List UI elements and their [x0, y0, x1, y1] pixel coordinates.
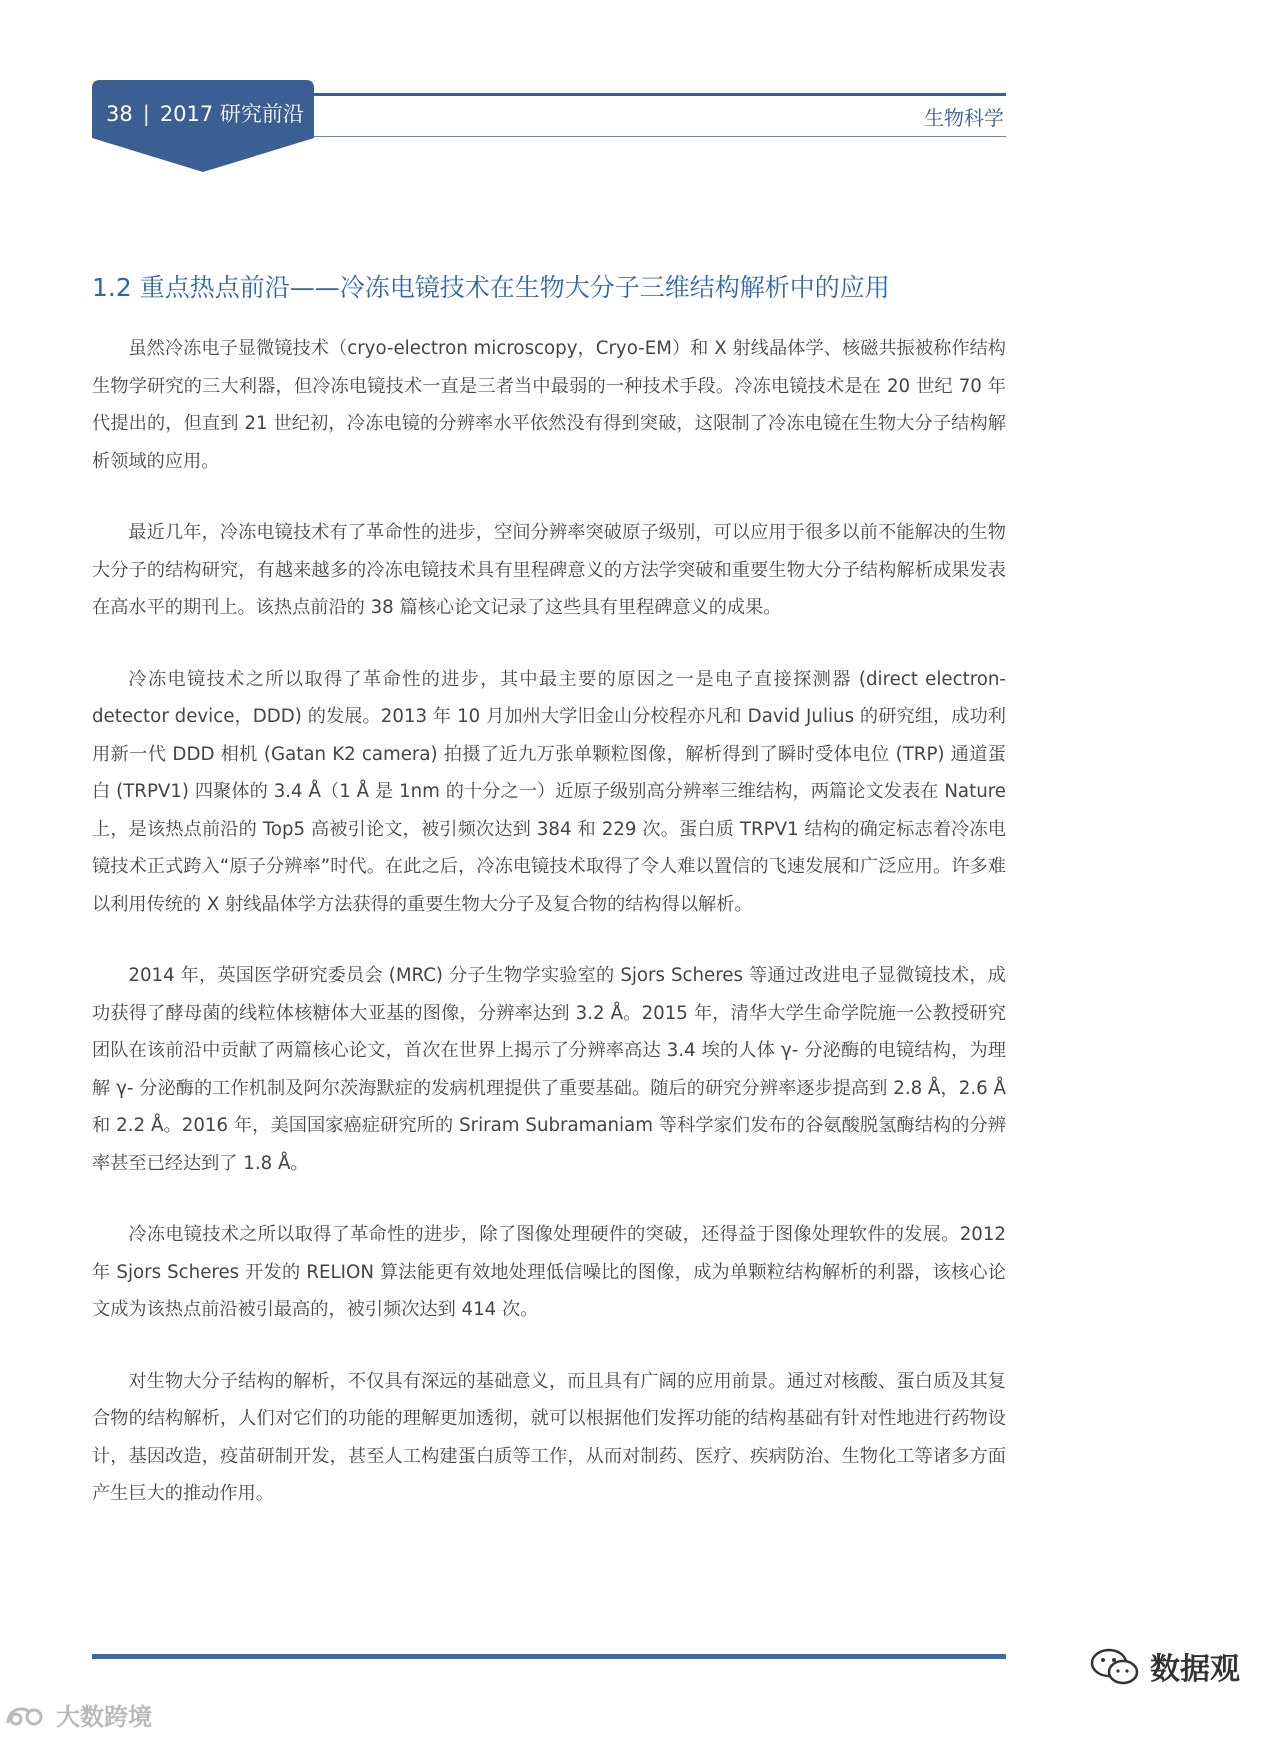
header-separator: |: [142, 102, 150, 126]
header-tab: [92, 80, 314, 172]
paragraph: 最近几年，冷冻电镜技术有了革命性的进步，空间分辨率突破原子级别，可以应用于很多以前不能解决的生物大分子的结构研究，有越来越多的冷冻电镜技术具有里程碑意义的方法学突破和重要生物大分子结构解析成果发表在高水平的期刊上。该热点前沿的 38 篇核心论文记录了这些具有里程碑意义的成果。: [92, 522, 1006, 618]
report-title: 2017 研究前沿: [159, 102, 304, 126]
logo-icon: [4, 1699, 50, 1731]
page-number: 38: [106, 102, 133, 126]
watermark-right: [1090, 1644, 1240, 1688]
header-tab-text: [106, 98, 304, 128]
watermark-left: [4, 1697, 152, 1732]
section-label: 生物科学: [924, 106, 1004, 130]
paragraph: 冷冻电镜技术之所以取得了革命性的进步，其中最主要的原因之一是电子直接探测器 (direct electron-detector device，DDD) 的发展。2013 年 10 月加州大学旧金山分校程亦凡和 David Julius 的研究组，成功利用新一代 DDD 相机 (Gatan K2 camera) 拍摄了近九万张单颗粒图像，解析得到了瞬时受体电位 (TRP) 通道蛋白 (TRPV1) 四聚体的 3.4 Å（1 Å 是 1nm 的十分之一）近原子级别高分辨率三维结构，两篇论文发表在 Nature 上，是该热点前沿的 Top5 高被引论文，被引频次达到 384 和 229 次。蛋白质 TRPV1 结构的确定标志着冷冻电镜技术正式跨入“原子分辨率”时代。在此之后，冷冻电镜技术取得了令人难以置信的飞速发展和广泛应用。许多难以利用传统的 X 射线晶体学方法获得的重要生物大分子及复合物的结构得以解析。: [92, 668, 1006, 915]
section-heading: 1.2 重点热点前沿——冷冻电镜技术在生物大分子三维结构解析中的应用: [92, 273, 890, 302]
footer-rule: [92, 1654, 1006, 1659]
paragraph: 2014 年，英国医学研究委员会 (MRC) 分子生物学实验室的 Sjors Scheres 等通过改进电子显微镜技术，成功获得了酵母菌的线粒体核糖体大亚基的图像，分辨率达到 3.2 Å。2015 年，清华大学生命学院施一公教授研究团队在该前沿中贡献了两篇核心论文，首次在世界上揭示了分辨率高达 3.4 埃的人体 γ- 分泌酶的电镜结构，为理解 γ- 分泌酶的工作机制及阿尔茨海默症的发病机理提供了重要基础。随后的研究分辨率逐步提高到 2.8 Å，2.6 Å 和 2.2 Å。2016 年，美国国家癌症研究所的 Sriram Subramaniam 等科学家们发布的谷氨酸脱氢酶结构的分辨率甚至已经达到了 1.8 Å。: [92, 965, 1006, 1174]
paragraph: 冷冻电镜技术之所以取得了革命性的进步，除了图像处理硬件的突破，还得益于图像处理软件的发展。2012 年 Sjors Scheres 开发的 RELION 算法能更有效地处理低信噪比的图像，成为单颗粒结构解析的利器，该核心论文成为该热点前沿被引最高的，被引频次达到 414 次。: [92, 1224, 1006, 1320]
header-rule: [314, 93, 1006, 96]
header-rule-thin: [314, 136, 1006, 137]
watermark-left-text: 大数跨境: [56, 1703, 152, 1731]
main-content: [92, 268, 1006, 1547]
paragraph: 对生物大分子结构的解析，不仅具有深远的基础意义，而且具有广阔的应用前景。通过对核酸、蛋白质及其复合物的结构解析，人们对它们的功能的理解更加透彻，就可以根据他们发挥功能的结构基础有针对性地进行药物设计，基因改造，疫苗研制开发，甚至人工构建蛋白质等工作，从而对制药、医疗、疾病防治、生物化工等诸多方面产生巨大的推动作用。: [92, 1370, 1006, 1504]
paragraph: 虽然冷冻电子显微镜技术（cryo-electron microscopy，Cryo-EM）和 X 射线晶体学、核磁共振被称作结构生物学研究的三大利器，但冷冻电镜技术一直是三者当中最弱的一种技术手段。冷冻电镜技术是在 20 世纪 70 年代提出的，但直到 21 世纪初，冷冻电镜的分辨率水平依然没有得到突破，这限制了冷冻电镜在生物大分子结构解析领域的应用。: [92, 338, 1006, 472]
watermark-right-text: 数据观: [1150, 1652, 1240, 1687]
wechat-icon: [1090, 1646, 1140, 1686]
